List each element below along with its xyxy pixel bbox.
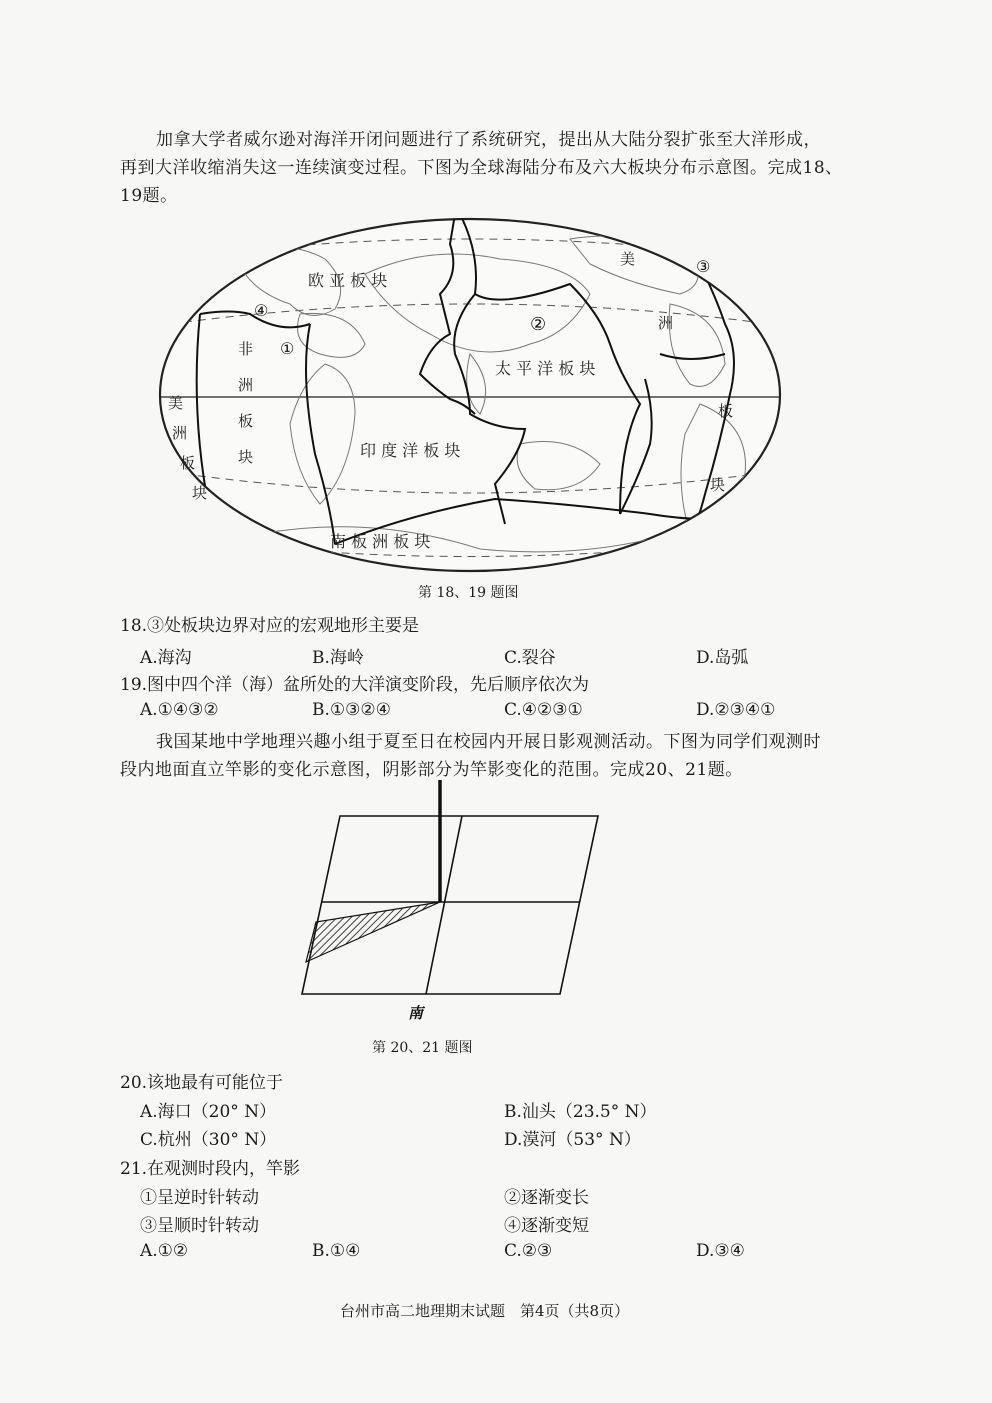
label-america-w-3: 板 (180, 454, 196, 472)
label-america-e-2: 洲 (658, 314, 674, 332)
south-label: 南 (408, 1004, 424, 1022)
q20-stem: 20.该地最有可能位于 (120, 1073, 284, 1093)
label-america-e-4: 块 (710, 476, 726, 494)
marker-2: ② (530, 314, 547, 335)
label-america-w-4: 块 (192, 484, 208, 502)
q18-option-b[interactable]: B.海岭 (312, 648, 364, 668)
label-africa-4: 块 (238, 448, 254, 466)
q21-statement-3: ③呈顺时针转动 (140, 1216, 259, 1236)
marker-4: ④ (254, 301, 269, 320)
label-africa-1: 非 (238, 340, 254, 358)
label-africa-2: 洲 (238, 376, 254, 394)
q18-option-d[interactable]: D.岛弧 (696, 648, 749, 668)
q20-option-d[interactable]: D.漠河（53° N） (504, 1130, 641, 1150)
intro-20-21 (120, 728, 900, 784)
intro-18-19-line1: 加拿大学者威尔逊对海洋开闭问题进行了系统研究，提出从大陆分裂扩张至大洋形成， (156, 130, 821, 150)
q21-statement-2: ②逐渐变长 (504, 1188, 589, 1208)
label-america-e-3: 板 (718, 402, 734, 420)
q19-option-b[interactable]: B.①③②④ (312, 700, 391, 720)
q18-stem: 18.③处板块边界对应的宏观地形主要是 (120, 616, 420, 636)
intro-18-19-line2: 再到大洋收缩消失这一连续演变过程。下图为全球海陆分布及六大板块分布示意图。完成18、 (120, 158, 843, 178)
q19-option-d[interactable]: D.②③④① (696, 700, 776, 720)
q19-option-a[interactable]: A.①④③② (140, 700, 219, 720)
map-caption: 第 18、19 题图 (418, 585, 519, 601)
page-footer: 台州市高二地理期末试题 第4页（共8页） (340, 1302, 630, 1320)
q19-option-c[interactable]: C.④②③① (504, 700, 583, 720)
label-eurasia: 欧 亚 板 块 (308, 271, 388, 290)
q21-statement-4: ④逐渐变短 (504, 1216, 589, 1236)
plate-map (150, 214, 790, 576)
label-antarctic: 南 板 洲 板 块 (330, 532, 431, 551)
q21-statement-1: ①呈逆时针转动 (140, 1188, 259, 1208)
label-america-e-1: 美 (620, 250, 636, 268)
diagram2-caption: 第 20、21 题图 (372, 1040, 473, 1056)
q21-option-b[interactable]: B.①④ (312, 1241, 361, 1261)
q18-option-a[interactable]: A.海沟 (140, 648, 192, 668)
intro-18-19 (120, 126, 900, 210)
label-pacific: 太 平 洋 板 块 (495, 359, 596, 378)
intro-18-19-line3: 19题。 (120, 186, 178, 206)
q20-option-b[interactable]: B.汕头（23.5° N） (504, 1102, 657, 1122)
shadow-diagram (290, 780, 610, 1030)
marker-3: ③ (696, 257, 711, 276)
label-america-w-1: 美 (168, 394, 184, 412)
q21-stem: 21.在观测时段内，竿影 (120, 1159, 301, 1179)
q19-stem: 19.图中四个洋（海）盆所处的大洋演变阶段，先后顺序依次为 (120, 675, 590, 695)
label-indian: 印 度 洋 板 块 (360, 441, 461, 460)
q21-option-a[interactable]: A.①② (140, 1241, 189, 1261)
label-america-w-2: 洲 (172, 424, 188, 442)
label-africa-3: 板 (238, 412, 254, 430)
marker-1: ① (280, 339, 295, 358)
intro-20-21-line2: 段内地面直立竿影的变化示意图，阴影部分为竿影变化的范围。完成20、21题。 (120, 760, 743, 780)
q21-option-d[interactable]: D.③④ (696, 1241, 745, 1261)
q21-option-c[interactable]: C.②③ (504, 1241, 553, 1261)
intro-20-21-line1: 我国某地中学地理兴趣小组于夏至日在校园内开展日影观测活动。下图为同学们观测时 (156, 732, 821, 752)
q20-option-c[interactable]: C.杭州（30° N） (140, 1130, 277, 1150)
q18-option-c[interactable]: C.裂谷 (504, 648, 556, 668)
q20-option-a[interactable]: A.海口（20° N） (140, 1102, 277, 1122)
